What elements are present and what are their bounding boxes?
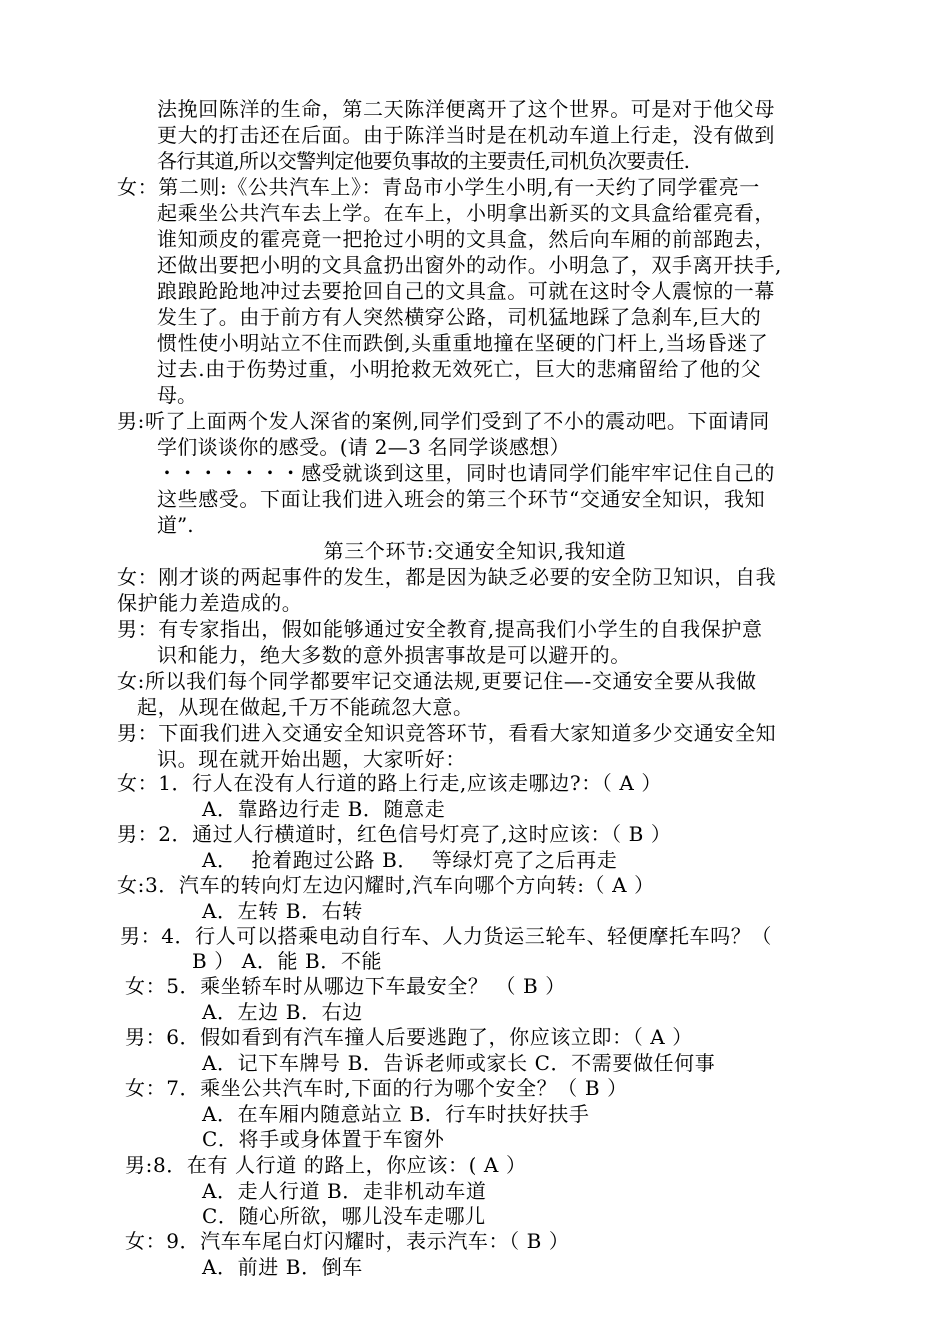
answer-options: A．记下车牌号 B．告诉老师或家长 C．不需要做任何事 [202,1051,716,1075]
answer-options: C．随心所欲，哪儿没车走哪儿 [202,1204,486,1228]
question-line: 女：9．汽车车尾白灯闪耀时，表示汽车：（ B ） [125,1229,570,1253]
text-line: 各行其道,所以交警判定他要负事故的主要责任,司机负次要责任. [157,149,690,173]
answer-options: A．走人行道 B．走非机动车道 [202,1179,487,1203]
text-line: 道”. [157,513,194,537]
answer-options: C．将手或身体置于车窗外 [202,1127,445,1151]
question-line: 女:3．汽车的转向灯左边闪耀时,汽车向哪个方向转:（ A ） [117,873,655,897]
text-line: 法挽回陈洋的生命，第二天陈洋便离开了这个世界。可是对于他父母 [157,97,775,121]
section-heading: 第三个环节:交通安全知识,我知道 [323,539,627,563]
answer-options: A． 抢着跑过公路 B． 等绿灯亮了之后再走 [202,848,618,872]
text-line: 学们谈谈你的感受。(请 2—3 名同学谈感想） [157,435,570,459]
text-line: 识。现在就开始出题，大家听好： [157,747,466,771]
text-line: 谁知顽皮的霍亮竟一把抢过小明的文具盒，然后向车厢的前部跑去， [157,227,775,251]
text-line: 惯性使小明站立不住而跌倒,头重重地撞在坚硬的门杆上,当场昏迷了 [157,331,769,355]
question-line: 男：6．假如看到有汽车撞人后要逃跑了，你应该立即：（ A ） [125,1025,693,1049]
answer-options: A．左转 B．右转 [202,899,363,923]
answer-options: A．左边 B．右边 [202,1000,363,1024]
text-line: 保护能力差造成的。 [117,591,303,615]
question-line: 男：4．行人可以搭乘电动自行车、人力货运三轮车、轻便摩托车吗？（ [120,924,772,948]
question-line: 女：5．乘坐轿车时从哪边下车最安全？ （ B ） [125,974,566,998]
text-line: 这些感受。下面让我们进入班会的第三个环节“交通安全知识，我知 [157,487,766,511]
question-line: 男：2．通过人行横道时，红色信号灯亮了,这时应该：（ B ） [117,822,672,846]
text-line: 男：下面我们进入交通安全知识竞答环节，看看大家知道多少交通安全知 [117,721,777,745]
text-line: 识和能力，绝大多数的意外损害事故是可以避开的。 [157,643,631,667]
text-line: 起乘坐公共汽车去上学。在车上，小明拿出新买的文具盒给霍亮看， [157,201,775,225]
text-line: 踉踉跄跄地冲过去要抢回自己的文具盒。可就在这时令人震惊的一幕 [157,279,775,303]
question-line: 女：7．乘坐公共汽车时,下面的行为哪个安全？（ B ） [125,1076,628,1100]
answer-options: A．在车厢内随意站立 B．行车时扶好扶手 [202,1102,590,1126]
text-line: 男：有专家指出，假如能够通过安全教育,提高我们小学生的自我保护意 [117,617,763,641]
text-line: 女：第二则:《公共汽车上》：青岛市小学生小明,有一天约了同学霍亮一 [117,175,760,199]
text-line: 起，从现在做起,千万不能疏忽大意。 [137,695,474,719]
answer-options: B ） A．能 B．不能 [192,949,383,973]
text-line: 母。 [157,383,197,407]
text-line: ・・・・・・・感受就谈到这里，同时也请同学们能牢牢记住自己的 [157,461,775,485]
text-line: 男:听了上面两个发人深省的案例,同学们受到了不小的震动吧。下面请同 [117,409,770,433]
answer-options: A．前进 B．倒车 [202,1255,363,1279]
text-line: 过去.由于伤势过重，小明抢救无效死亡，巨大的悲痛留给了他的父 [157,357,762,381]
text-line: 发生了。由于前方有人突然横穿公路，司机猛地踩了急刹车,巨大的 [157,305,762,329]
question-line: 男:8．在有 人行道 的路上，你应该：( A ） [125,1153,527,1177]
text-line: 还做出要把小明的文具盒扔出窗外的动作。小明急了，双手离开扶手, [157,253,782,277]
text-line: 更大的打击还在后面。由于陈洋当时是在机动车道上行走，没有做到 [157,123,775,147]
answer-options: A．靠路边行走 B．随意走 [202,797,446,821]
question-line: 女：1．行人在没有人行道的路上行走,应该走哪边?：（ A ） [117,771,662,795]
text-line: 女：刚才谈的两起事件的发生，都是因为缺乏必要的安全防卫知识，自我 [117,565,777,589]
text-line: 女:所以我们每个同学都要牢记交通法规,更要记住—-交通安全要从我做 [117,669,757,693]
